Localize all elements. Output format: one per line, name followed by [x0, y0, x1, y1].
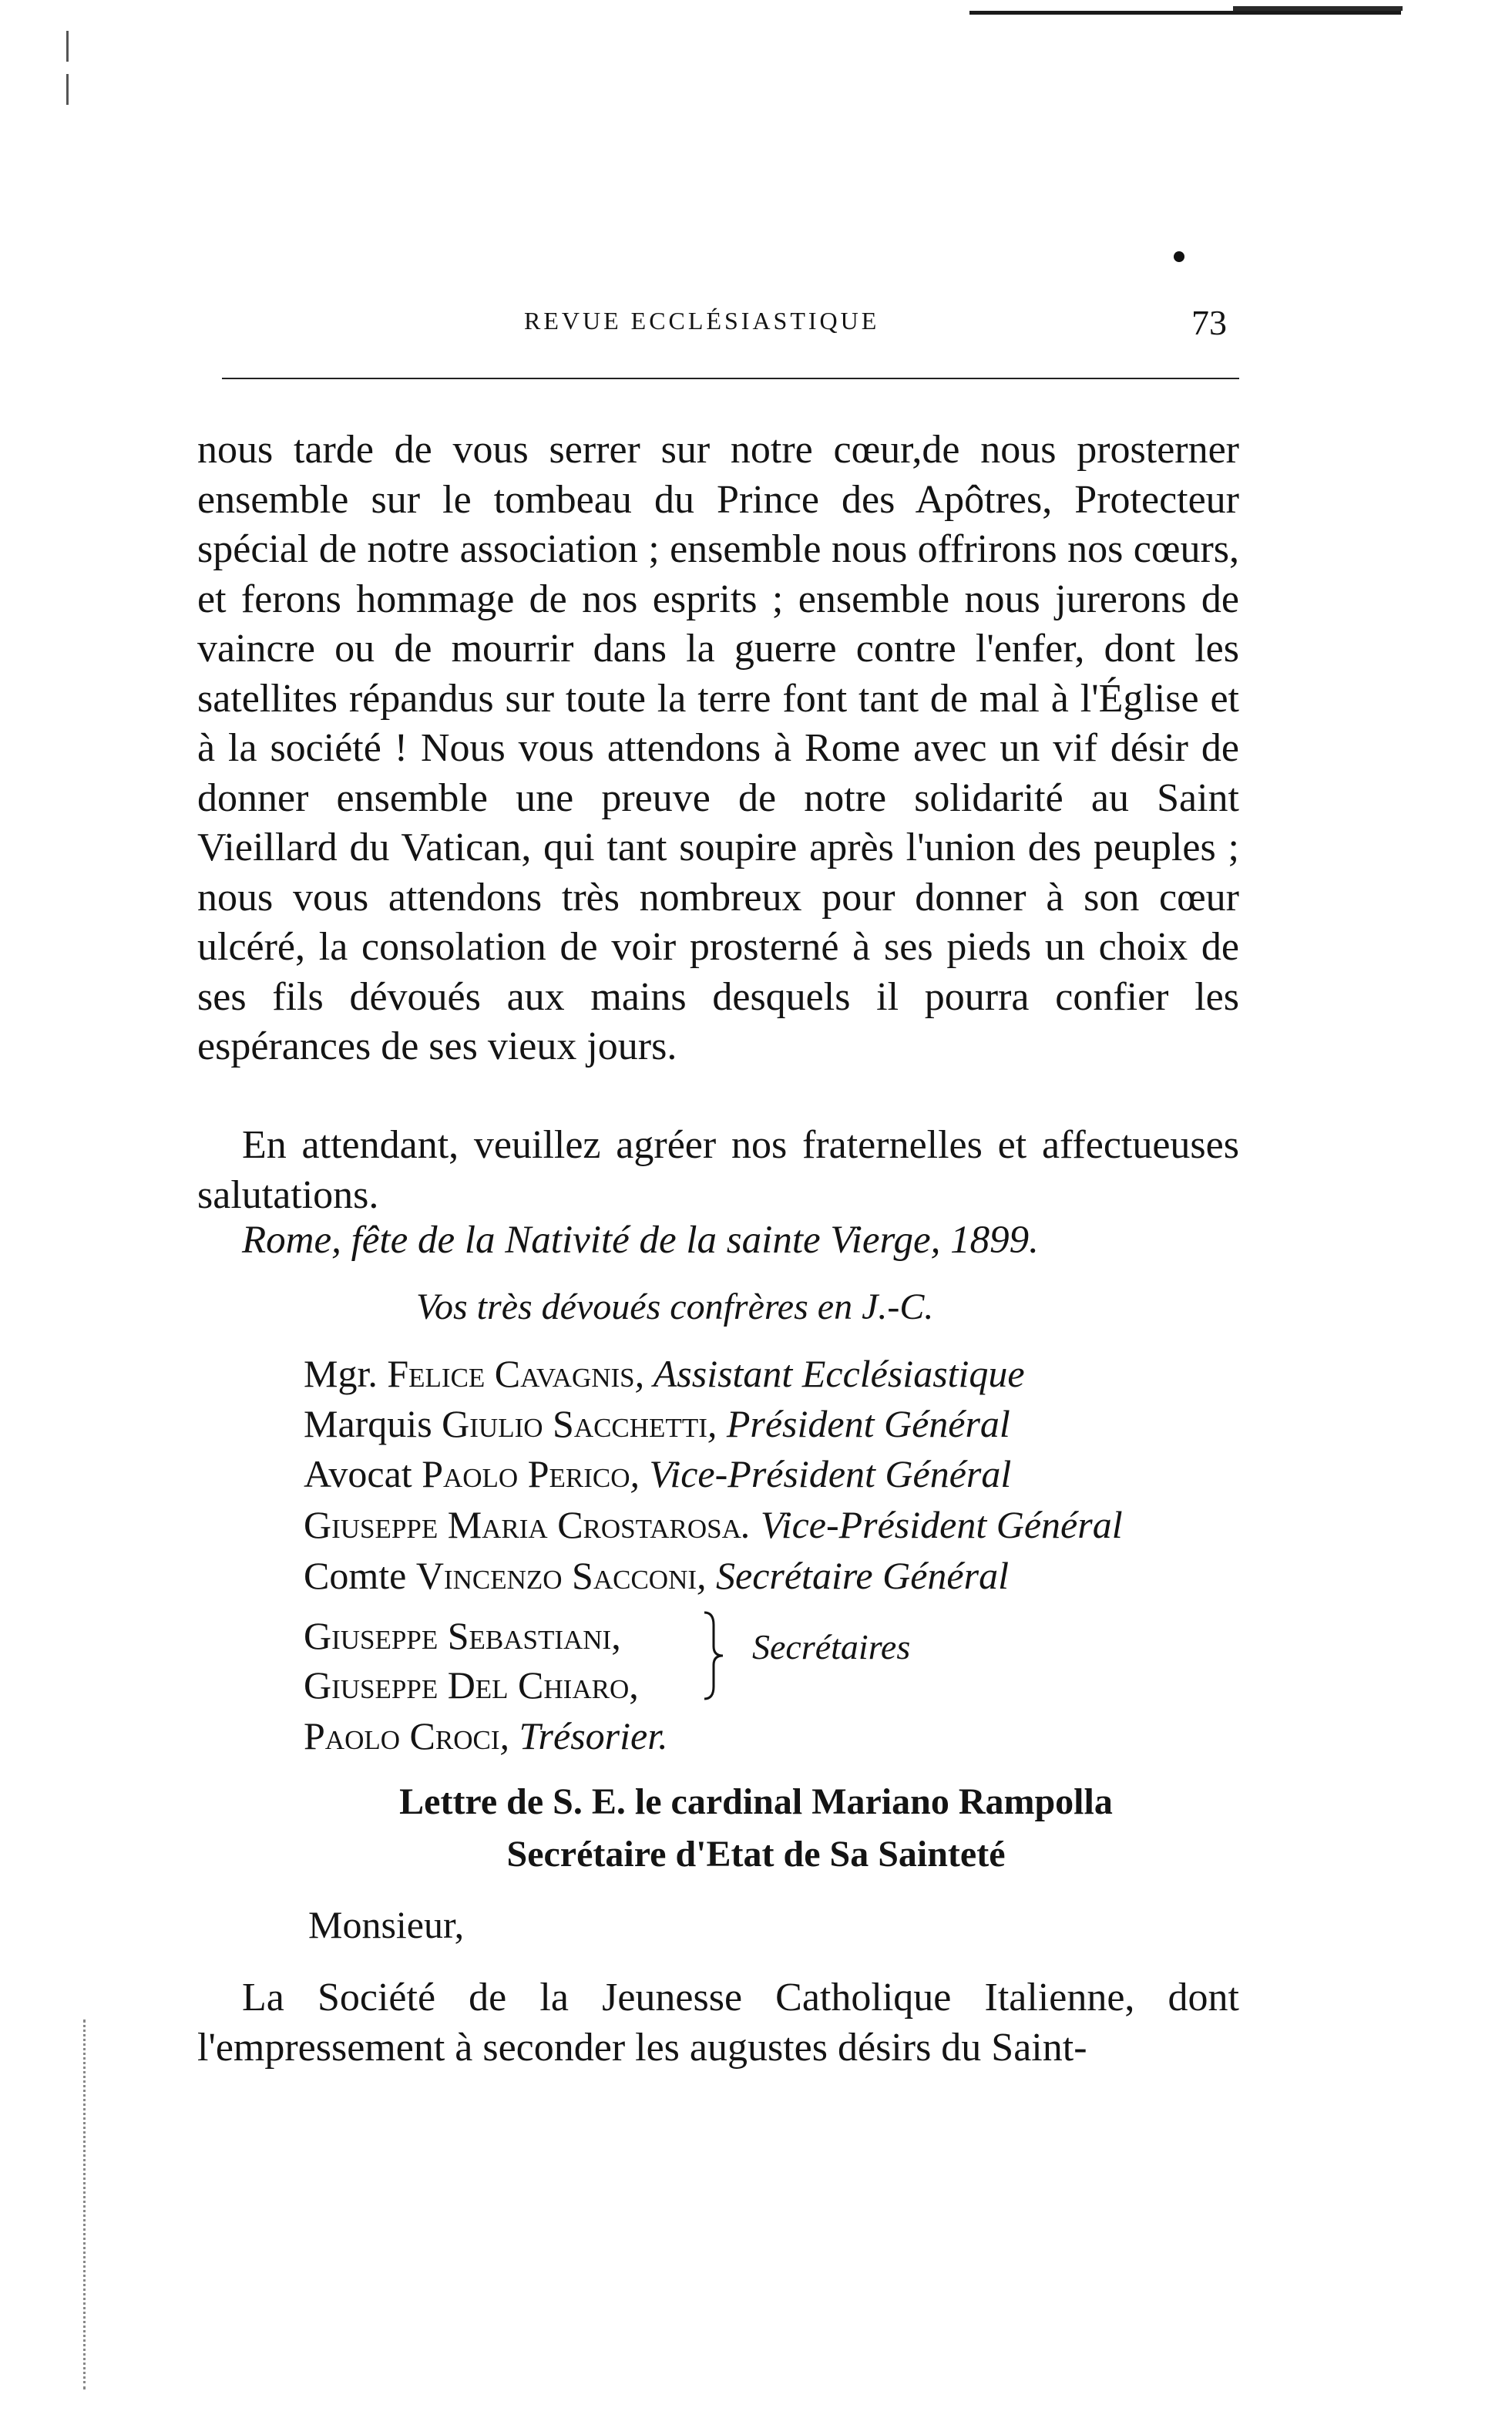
body-paragraph-3: La Société de la Jeunesse Catholique Italienne, dont l'empressement à seconder les augustes désirs du Saint- [197, 1976, 1239, 2070]
signatory: Avocat Paolo Perico, Vice-Président Général [304, 1452, 1012, 1495]
dateline: Rome, fête de la Nativité de la sainte Vierge, 1899. [242, 1219, 1039, 1262]
signatory: Mgr. Felice Cavagnis, Assistant Ecclésiastique [304, 1352, 1025, 1395]
signatory: Comte Vincenzo Sacconi, Secrétaire Général [304, 1554, 1009, 1597]
scan-edge-mark [66, 31, 69, 62]
ink-dot [1174, 251, 1184, 262]
signatory: Marquis Giulio Sacchetti, Président Général [304, 1402, 1010, 1445]
letter-title-line-2: Secrétaire d'Etat de Sa Sainteté [506, 1834, 1006, 1875]
body-paragraph-1: nous tarde de vous serrer sur notre cœur,de nous prosterner ensemble sur le tombeau du Prince des Apôtres, Protecteur spécial de notre association ; ensemble nous offrirons nos cœurs, et ferons hommage de nos esprits ; ensemble nous jurerons de vaincre ou de mourrir dans la guerre contre l'enfer, dont les satellites répandus sur toute la terre font tant de mal à l'Église et à la société ! Nous vous attendons à Rome avec un vif désir de donner ensemble une preuve de notre solidarité au Saint Vieillard du Vatican, qui tant soupire après l'union des peuples ; nous vous attendons très nombreux pour donner à son cœur ulcéré, la consolation de voir prosterné à ses pieds un choix de ses fils dévoués aux mains desquels il pourra confier les espérances de ses vieux jours. [197, 428, 1239, 1068]
curly-brace-icon [700, 1609, 727, 1702]
signatory: Giuseppe Del Chiaro, [304, 1663, 639, 1707]
scan-edge-mark [66, 74, 69, 105]
closing-formula: Vos très dévoués confrères en J.-C. [416, 1286, 934, 1327]
signatory: Giuseppe Maria Crostarosa. Vice-Président Général [304, 1503, 1123, 1546]
scan-edge-dots [83, 2019, 88, 2389]
body-paragraph-2: En attendant, veuillez agréer nos fraternelles et affectueuses salutations. [197, 1123, 1239, 1217]
letter-title-line-1: Lettre de S. E. le cardinal Mariano Rampolla [399, 1781, 1113, 1822]
scan-top-rule-thin [969, 11, 1401, 15]
salutation: Monsieur, [308, 1903, 465, 1946]
signatory: Giuseppe Sebastiani, [304, 1614, 621, 1657]
signatory: Paolo Croci, Trésorier. [304, 1714, 668, 1757]
secretaries-label: Secrétaires [752, 1627, 911, 1666]
page-number: 73 [1191, 303, 1227, 342]
header-rule [222, 378, 1239, 379]
running-header: REVUE ECCLÉSIASTIQUE [524, 307, 880, 335]
